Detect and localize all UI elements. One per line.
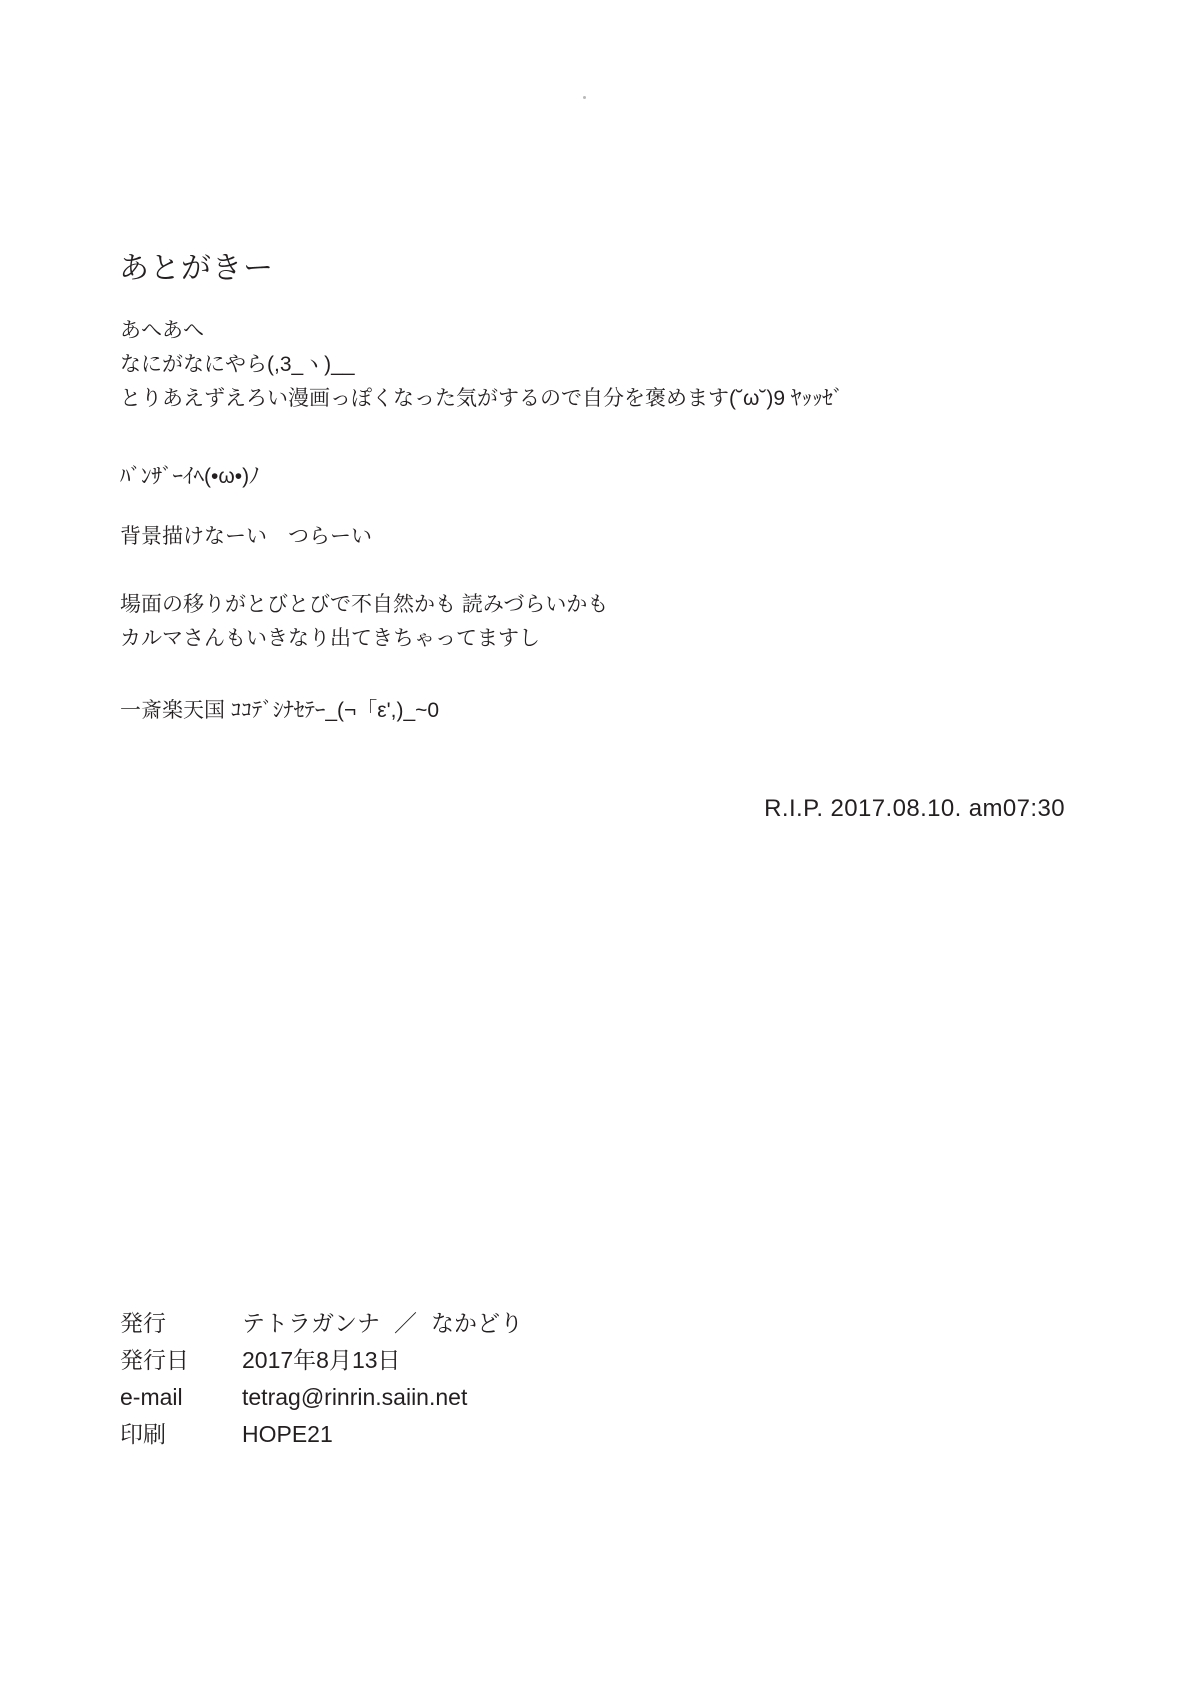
colophon <box>120 1305 523 1453</box>
colophon-label: 印刷 <box>120 1421 166 1447</box>
afterword-line: ﾊﾞﾝｻﾞｰｲﾍ(•ω•)ﾉ <box>120 465 260 488</box>
afterword-line: 場面の移りがとびとびで不自然かも 読みづらいかも <box>120 593 609 616</box>
publisher-circle: テトラガンナ <box>242 1310 380 1336</box>
colophon-row-date <box>120 1342 523 1379</box>
colophon-row-publisher <box>120 1305 523 1342</box>
afterword-paragraph-4 <box>120 588 608 656</box>
colophon-label: 発行日 <box>120 1347 189 1373</box>
afterword-paragraph-1 <box>120 314 843 416</box>
afterword-line: 一斎楽天国 ｺｺﾃﾞｼﾅｾﾃｰ_(¬「ε',)_~0 <box>120 699 440 722</box>
page-artifact-dot <box>583 96 586 99</box>
colophon-label: 発行 <box>120 1310 166 1336</box>
afterword-paragraph-2 <box>120 460 260 494</box>
afterword-line: カルマさんもいきなり出てきちゃってますし <box>120 627 540 650</box>
afterword-line: なにがなにやら(,3_ヽ)__ <box>120 353 355 376</box>
afterword-line: あへあへ <box>120 319 204 342</box>
afterword-paragraph-5 <box>120 694 439 728</box>
afterword-line: とりあえずえろい漫画っぽくなった気がするので自分を褒めます(˘ω˘)9 ﾔｯｯｾﾞ <box>120 387 844 410</box>
colophon-value: 2017年8月13日 <box>242 1347 401 1373</box>
colophon-row-printer <box>120 1416 523 1453</box>
afterword-paragraph-3 <box>120 520 372 554</box>
colophon-value <box>242 1305 523 1342</box>
publisher-separator: ／ <box>394 1310 417 1336</box>
colophon-label: e-mail <box>120 1384 183 1410</box>
publisher-author: なかどり <box>431 1310 523 1336</box>
rip-timestamp: R.I.P. 2017.08.10. am07:30 <box>764 795 1065 822</box>
afterword-line: 背景描けなーい つらーい <box>120 525 372 548</box>
colophon-row-email <box>120 1379 523 1416</box>
colophon-value-email: tetrag@rinrin.saiin.net <box>242 1384 468 1410</box>
afterword-heading: あとがきー <box>119 252 274 285</box>
colophon-value: HOPE21 <box>242 1421 333 1447</box>
